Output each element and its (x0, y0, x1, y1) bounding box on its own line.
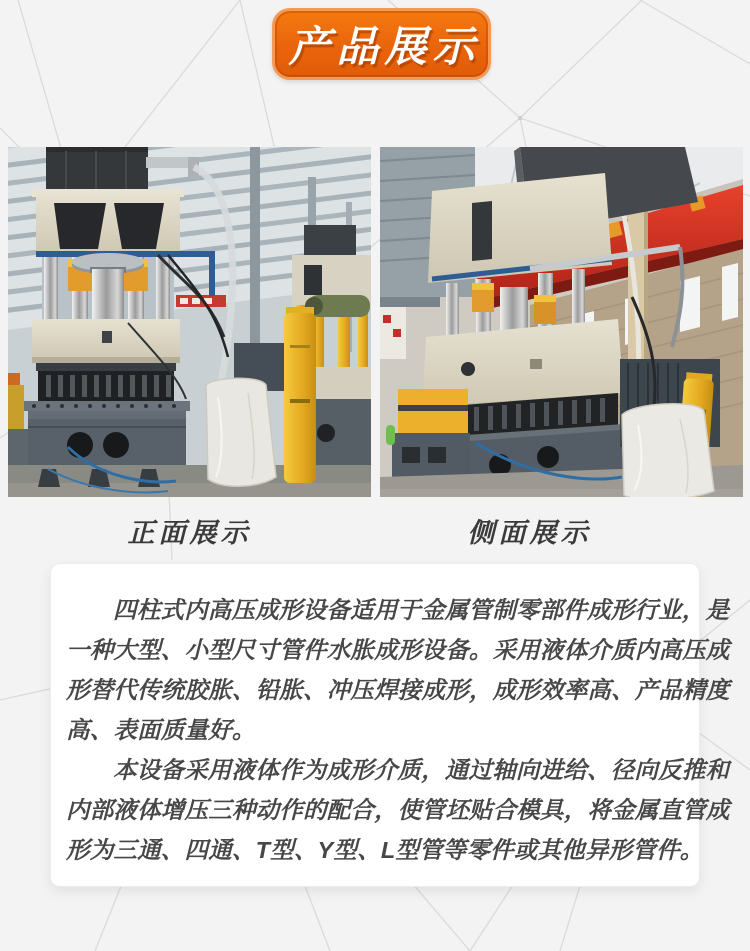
side-view-caption: 侧面展示 (467, 518, 592, 548)
front-view-caption: 正面展示 (127, 518, 252, 548)
description-line: 高、表面质量好。 (66, 717, 256, 743)
description-line: 本设备采用液体作为成形介质，通过轴向进给、径向反推和 (113, 757, 730, 783)
description-line: 形为三通、四通、T型、Y型、L型管等零件或其他异形管件。 (66, 837, 704, 863)
description-line: 内部液体增压三种动作的配合，使管坯贴合模具，将金属直管成 (66, 797, 730, 823)
description-line: 一种大型、小型尺寸管件水胀成形设备。采用液体介质内高压成 (66, 637, 730, 663)
side-view-photo (380, 147, 743, 497)
product-display-banner (272, 8, 491, 80)
description-line: 形替代传统胶胀、铅胀、冲压焊接成形，成形效率高、产品精度 (66, 677, 730, 703)
banner-title: 产品展示 (288, 23, 481, 70)
description-line: 四柱式内高压成形设备适用于金属管制零部件成形行业，是 (113, 597, 730, 623)
side-view-illustration (380, 147, 743, 497)
description-card (50, 563, 730, 887)
front-view-illustration (8, 147, 371, 497)
front-view-photo (8, 147, 371, 497)
